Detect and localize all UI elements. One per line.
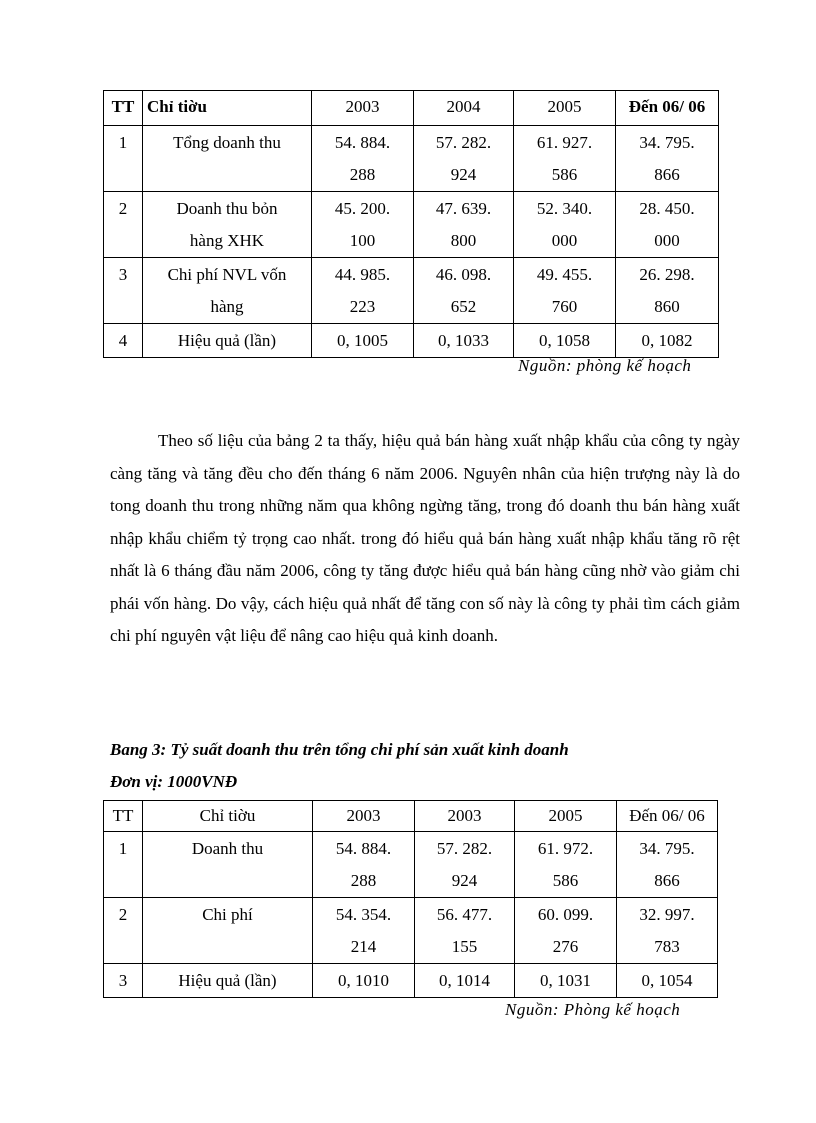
cell-label: Chi phí NVL vốn hàng xyxy=(143,258,312,324)
body-paragraph: Theo số liệu của bảng 2 ta thấy, hiệu quả bán hàng xuất nhập khẩu của công ty ngày càng tăng và tăng đều cho đến tháng 6 năm 2006. Nguyên nhân của hiện trượng này là do tong doanh thu trong những năm qua không ngừng tăng, trong đó doanh thu bán hàng xuất nhập khẩu chiểm tỷ trọng cao nhất. trong đó hiểu quả bán hàng xuất nhập khẩu tăng rõ rệt nhất là 6 tháng đầu năm 2006, công ty tăng được hiểu quả bán hàng cũng nhờ vào giảm chi phái vốn hàng. Do vậy, cách hiệu quả nhất để tăng con số này là công ty phải tìm cách giảm chi phí nguyên vật liệu để nâng cao hiệu quả kinh doanh. xyxy=(110,431,740,645)
table-source-note: Nguồn: Phòng kế hoạch xyxy=(505,1000,681,1019)
cell-label: Hiệu quả (lần) xyxy=(143,324,312,358)
cell-label: Doanh thu bỏn hàng XHK xyxy=(143,192,312,258)
cell-value: 46. 098. 652 xyxy=(414,258,514,324)
table-caption: Bang 3: Tỷ suất doanh thu trên tổng chi phí sản xuất kinh doanh xyxy=(110,740,569,759)
cell-value: 34. 795. 866 xyxy=(616,126,719,192)
cell-value: 52. 340. 000 xyxy=(514,192,616,258)
cell-value: 0, 1014 xyxy=(415,964,515,998)
table-row xyxy=(104,324,719,358)
cell-value: 44. 985. 223 xyxy=(312,258,414,324)
cell-value: 28. 450. 000 xyxy=(616,192,719,258)
revenue-cost-ratio-table xyxy=(103,800,718,998)
cell-value: 0, 1054 xyxy=(617,964,718,998)
cell-value: 45. 200. 100 xyxy=(312,192,414,258)
header-year-2005: 2005 xyxy=(515,801,617,832)
header-year-2003b: 2003 xyxy=(415,801,515,832)
cell-tt: 1 xyxy=(104,832,143,898)
cell-label: Tổng doanh thu xyxy=(143,126,312,192)
cell-value: 26. 298. 860 xyxy=(616,258,719,324)
header-indicator: Chỉ tiờu xyxy=(143,91,312,126)
header-indicator: Chỉ tiờu xyxy=(143,801,313,832)
cell-value: 0, 1005 xyxy=(312,324,414,358)
cell-value: 0, 1031 xyxy=(515,964,617,998)
cell-value: 57. 282. 924 xyxy=(414,126,514,192)
cell-value: 32. 997. 783 xyxy=(617,898,718,964)
cell-value: 54. 354. 214 xyxy=(313,898,415,964)
cell-value: 54. 884. 288 xyxy=(312,126,414,192)
table-row xyxy=(104,898,718,964)
cell-value: 57. 282. 924 xyxy=(415,832,515,898)
cell-value: 0, 1033 xyxy=(414,324,514,358)
cell-label: Chi phí xyxy=(143,898,313,964)
cell-value: 49. 455. 760 xyxy=(514,258,616,324)
header-year-2004: 2004 xyxy=(414,91,514,126)
cell-value: 34. 795. 866 xyxy=(617,832,718,898)
cell-label: Doanh thu xyxy=(143,832,313,898)
cell-value: 56. 477. 155 xyxy=(415,898,515,964)
table-source-note: Nguồn: phòng kế hoạch xyxy=(518,356,692,375)
cell-tt: 3 xyxy=(104,964,143,998)
header-june-2006: Đến 06/ 06 xyxy=(616,91,719,126)
cell-value: 47. 639. 800 xyxy=(414,192,514,258)
cell-value: 61. 927. 586 xyxy=(514,126,616,192)
table-row xyxy=(104,964,718,998)
header-year-2003: 2003 xyxy=(313,801,415,832)
cell-value: 0, 1058 xyxy=(514,324,616,358)
header-tt: TT xyxy=(104,91,143,126)
header-june-2006: Đến 06/ 06 xyxy=(617,801,718,832)
table-row xyxy=(104,192,719,258)
cell-tt: 4 xyxy=(104,324,143,358)
table-header-row xyxy=(104,801,718,832)
cell-tt: 2 xyxy=(104,192,143,258)
table-header-row xyxy=(104,91,719,126)
table-row xyxy=(104,126,719,192)
table-row xyxy=(104,258,719,324)
cell-value: 60. 099. 276 xyxy=(515,898,617,964)
cell-tt: 1 xyxy=(104,126,143,192)
performance-table xyxy=(103,90,719,358)
cell-value: 0, 1010 xyxy=(313,964,415,998)
cell-tt: 3 xyxy=(104,258,143,324)
cell-value: 0, 1082 xyxy=(616,324,719,358)
cell-value: 61. 972. 586 xyxy=(515,832,617,898)
table-row xyxy=(104,832,718,898)
header-tt: TT xyxy=(104,801,143,832)
cell-label: Hiệu quả (lần) xyxy=(143,964,313,998)
cell-tt: 2 xyxy=(104,898,143,964)
header-year-2003: 2003 xyxy=(312,91,414,126)
unit-caption: Đơn vị: 1000VNĐ xyxy=(110,772,238,791)
cell-value: 54. 884. 288 xyxy=(313,832,415,898)
header-year-2005: 2005 xyxy=(514,91,616,126)
